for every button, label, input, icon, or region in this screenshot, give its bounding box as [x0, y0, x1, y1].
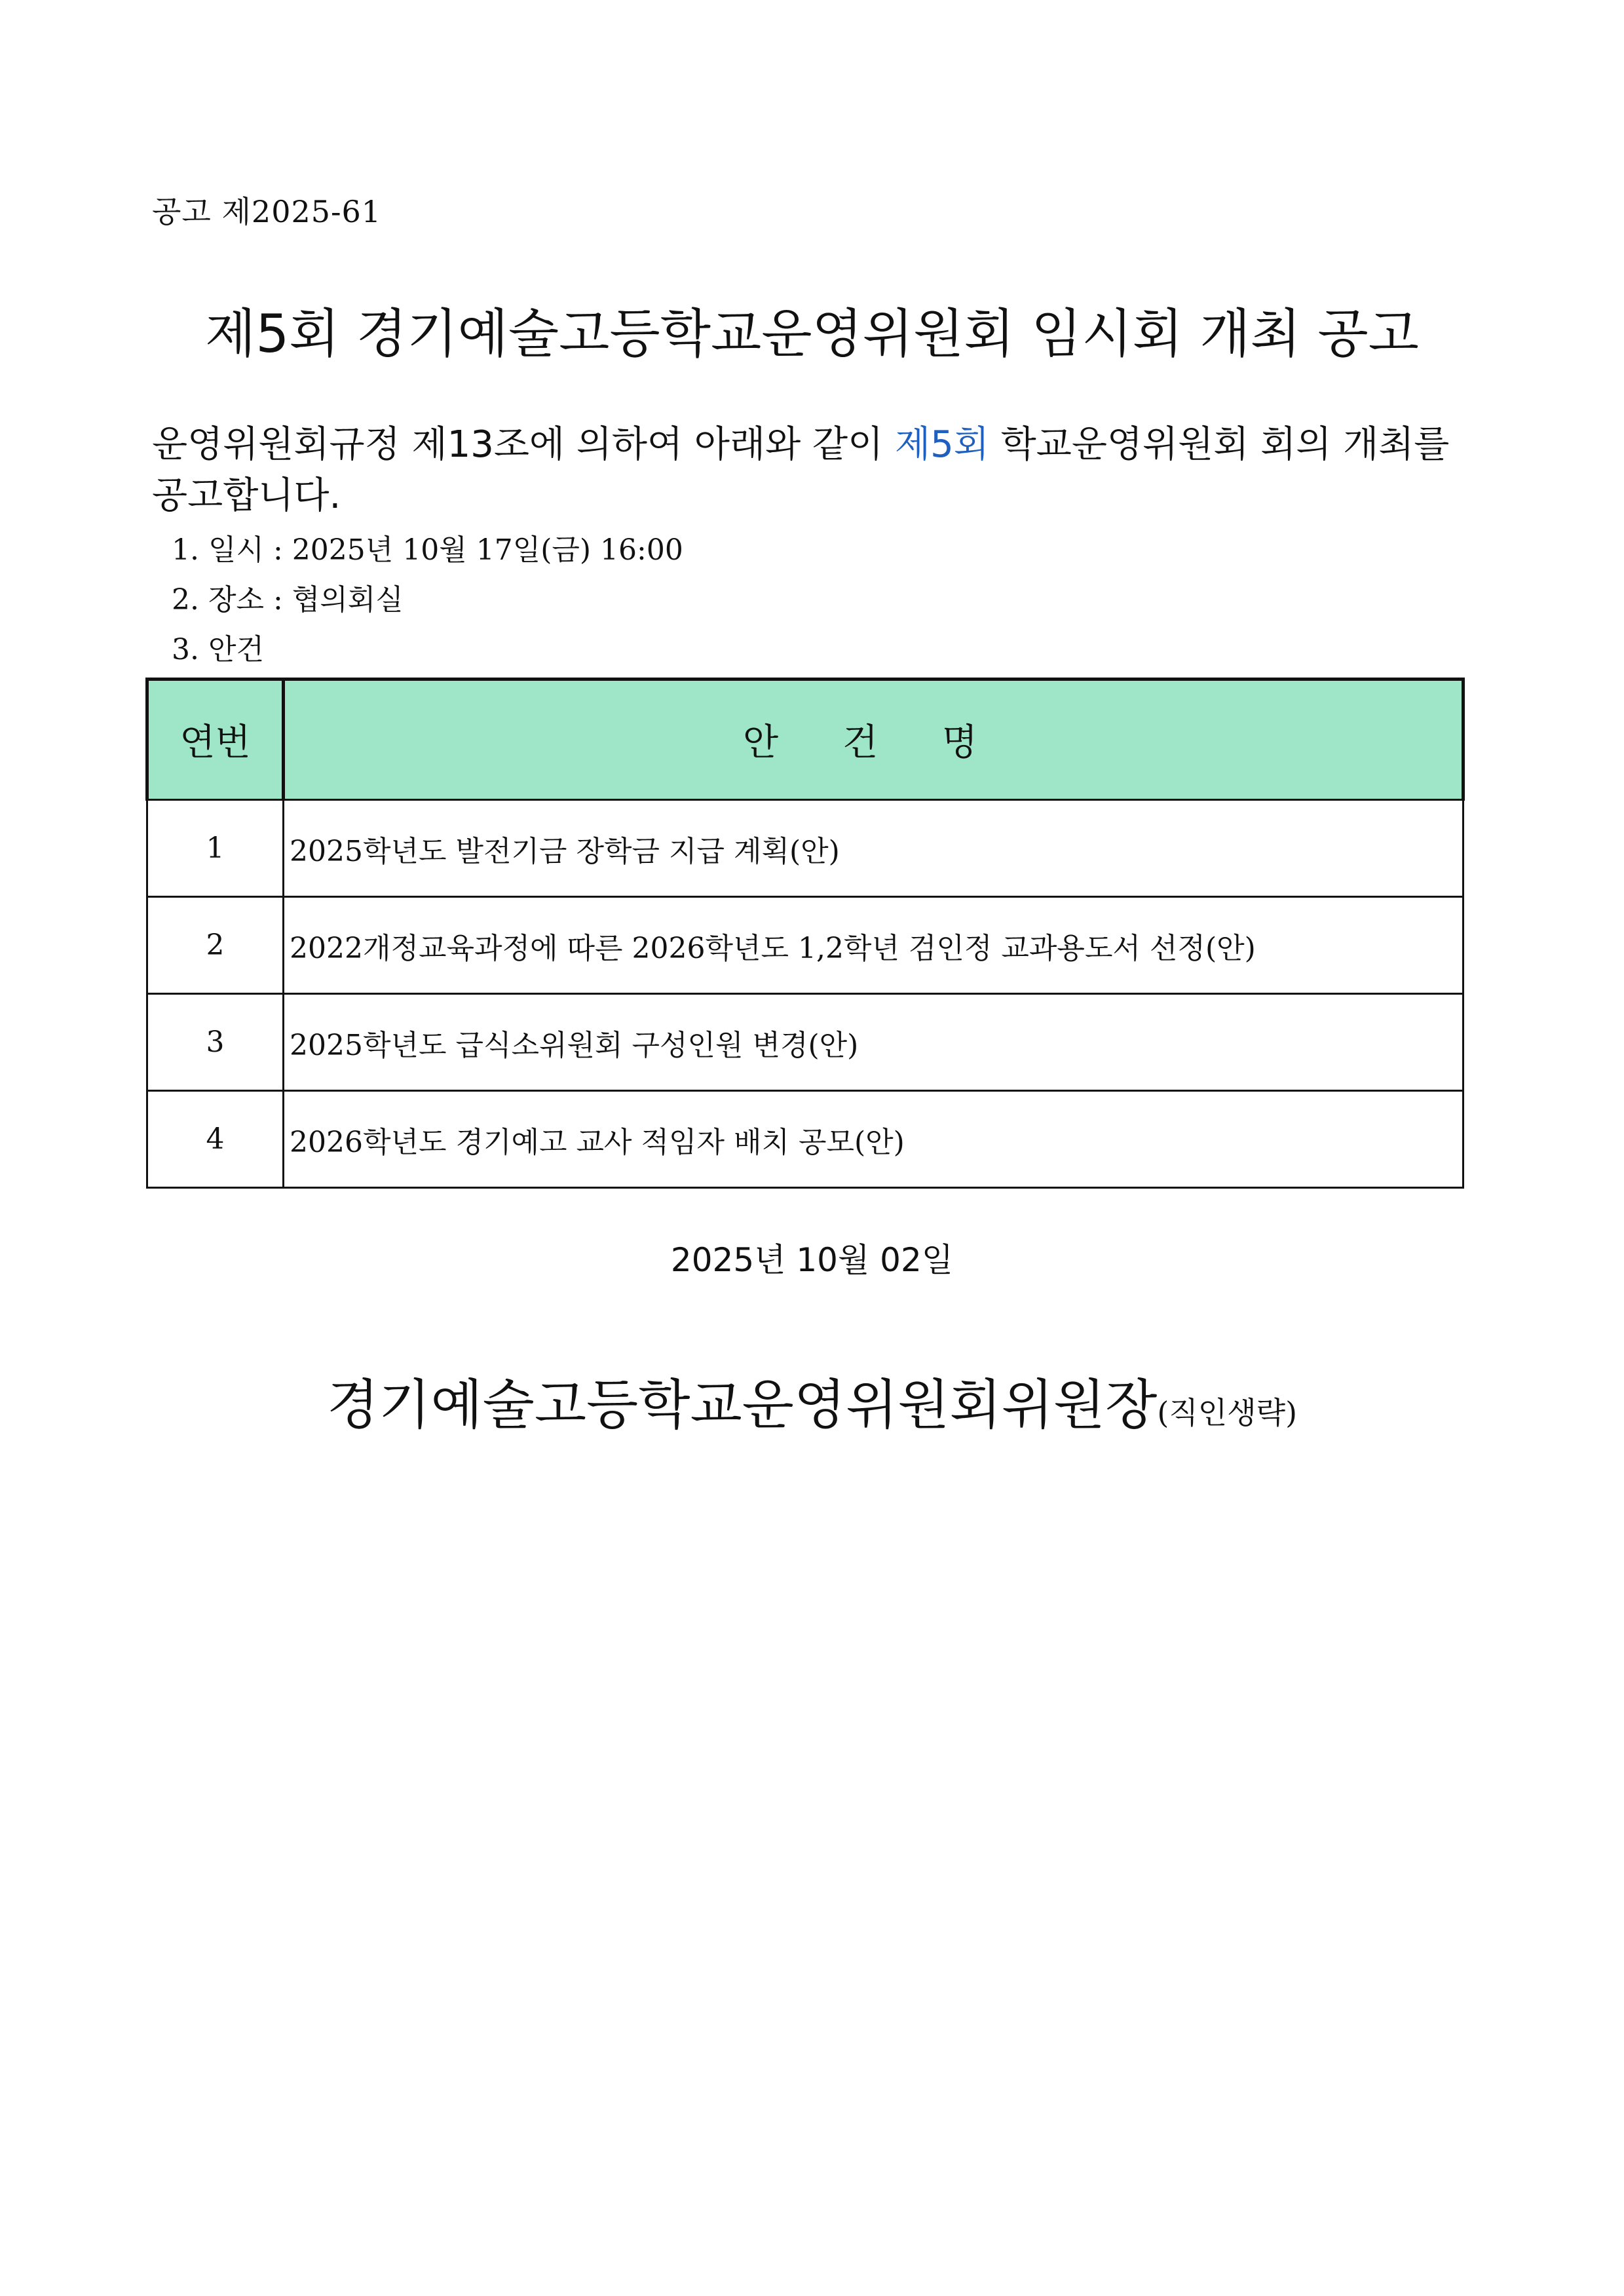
table-row — [147, 1091, 1463, 1188]
signatory-name: 경기예술고등학교운영위원회위원장 — [326, 1374, 1158, 1436]
intro-highlight: 제5회 — [895, 423, 989, 466]
table-row — [147, 994, 1463, 1091]
signature-line — [0, 1369, 1624, 1449]
agenda-header-row — [147, 679, 1463, 800]
intro-paragraph — [152, 419, 1488, 522]
detail-place: 2. 장소 : 협의회실 — [172, 583, 404, 617]
row-title: 2022개정교육과정에 따른 2026학년도 1,2학년 검인정 교과용도서 선정(안) — [284, 897, 1463, 994]
row-title: 2026학년도 경기예고 교사 적임자 배치 공모(안) — [284, 1091, 1463, 1188]
row-title: 2025학년도 발전기금 장학금 지급 계획(안) — [284, 800, 1463, 897]
intro-text-after: 학교운영위원회 회의 개최를 공고합니다. — [152, 423, 1450, 517]
table-row — [147, 897, 1463, 994]
row-number: 1 — [147, 800, 284, 897]
document-title: 제5회 경기예술고등학교운영위원회 임시회 개최 공고 — [205, 303, 1419, 364]
table-row — [147, 800, 1463, 897]
detail-agenda-heading: 3. 안건 — [172, 633, 264, 666]
row-number: 4 — [147, 1091, 284, 1188]
notice-number: 공고 제2025-61 — [152, 194, 382, 229]
row-number: 3 — [147, 994, 284, 1091]
detail-datetime: 1. 일시 : 2025년 10월 17일(금) 16:00 — [172, 533, 683, 567]
agenda-table — [145, 678, 1465, 1189]
intro-text-before: 운영위원회규정 제13조에 의하여 아래와 같이 — [152, 423, 895, 466]
notice-date: 2025년 10월 02일 — [670, 1241, 954, 1279]
header-number: 연번 — [147, 679, 284, 800]
meeting-details — [172, 526, 683, 675]
seal-omitted-note: (직인생략) — [1157, 1395, 1298, 1430]
header-agenda-title: 안 건 명 — [284, 679, 1463, 800]
row-title: 2025학년도 급식소위원회 구성인원 변경(안) — [284, 994, 1463, 1091]
row-number: 2 — [147, 897, 284, 994]
